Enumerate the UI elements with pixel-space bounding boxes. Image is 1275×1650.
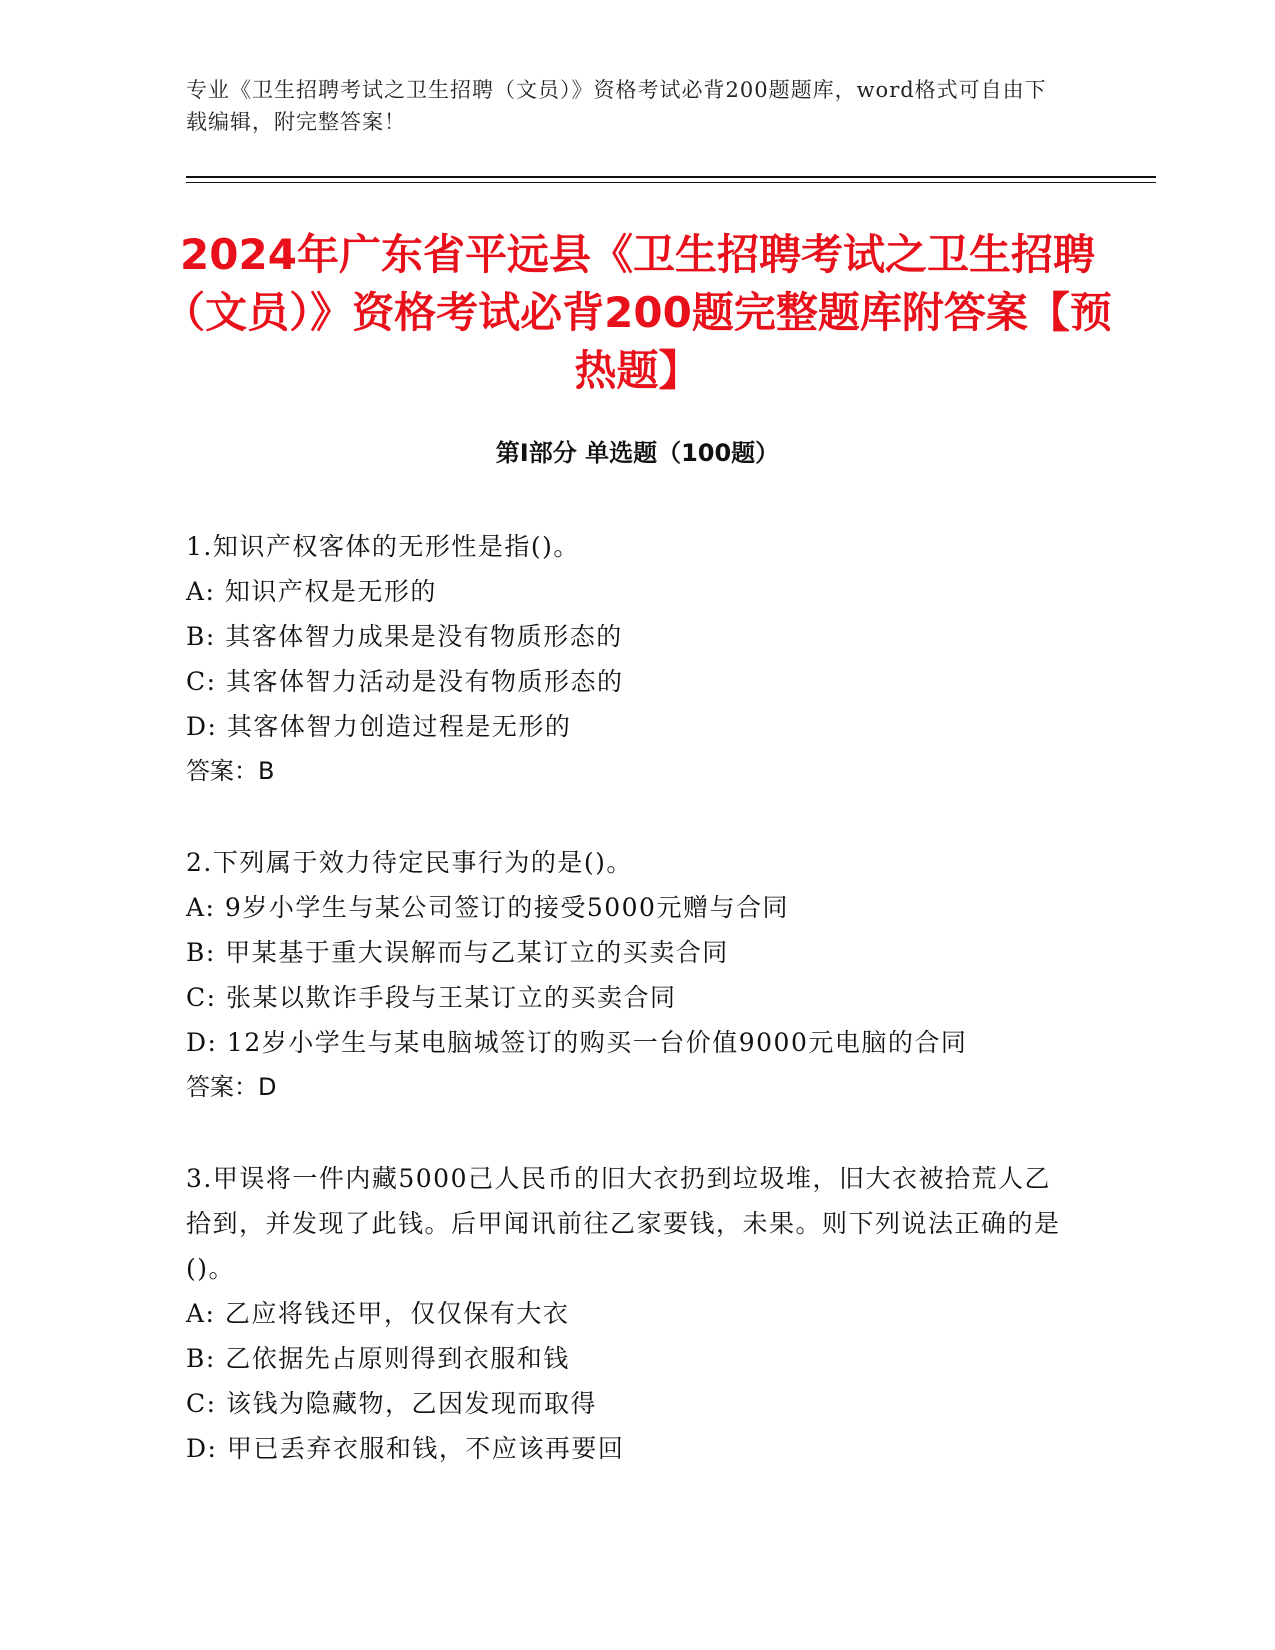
question-list — [186, 524, 1071, 1517]
header-note: 专业《卫生招聘考试之卫生招聘（文员）》资格考试必背200题题库，word格式可自由下载编辑，附完整答案！ — [186, 78, 1047, 134]
header-divider-thick — [186, 176, 1156, 178]
document-title: 2024年广东省平远县《卫生招聘考试之卫生招聘（文员）》资格考试必背200题完整题库附答案【预热题】 — [163, 230, 1112, 395]
header-divider-thin — [186, 182, 1156, 183]
question-2 — [186, 840, 1071, 1110]
option-a: A: 知识产权是无形的 — [186, 577, 437, 606]
option-b: B: 甲某基于重大误解而与乙某订立的买卖合同 — [186, 938, 729, 967]
question-1 — [186, 524, 1071, 794]
question-stem: 2.下列属于效力待定民事行为的是()。 — [186, 848, 633, 877]
option-c: C: 张某以欺诈手段与王某订立的买卖合同 — [186, 983, 677, 1012]
option-d: D: 12岁小学生与某电脑城签订的购买一台价值9000元电脑的合同 — [186, 1028, 968, 1057]
question-stem: 3.甲误将一件内藏5000己人民币的旧大衣扔到垃圾堆，旧大衣被拾荒人乙拾到，并发现了此钱。后甲闻讯前往乙家要钱，未果。则下列说法正确的是()。 — [186, 1164, 1061, 1283]
question-stem: 1.知识产权客体的无形性是指()。 — [186, 532, 580, 561]
option-b: B: 其客体智力成果是没有物质形态的 — [186, 622, 623, 651]
option-c: C: 其客体智力活动是没有物质形态的 — [186, 667, 624, 696]
option-b: B: 乙依据先占原则得到衣服和钱 — [186, 1344, 570, 1373]
answer: 答案：B — [186, 757, 275, 785]
option-c: C: 该钱为隐藏物，乙因发现而取得 — [186, 1389, 597, 1418]
option-d: D: 甲已丢弃衣服和钱，不应该再要回 — [186, 1434, 625, 1463]
question-3 — [186, 1156, 1071, 1471]
option-d: D: 其客体智力创造过程是无形的 — [186, 712, 572, 741]
answer: 答案：D — [186, 1073, 277, 1101]
option-a: A: 9岁小学生与某公司签订的接受5000元赠与合同 — [186, 893, 789, 922]
option-a: A: 乙应将钱还甲，仅仅保有大衣 — [186, 1299, 570, 1328]
section-title: 第Ⅰ部分 单选题（100题） — [495, 439, 780, 467]
